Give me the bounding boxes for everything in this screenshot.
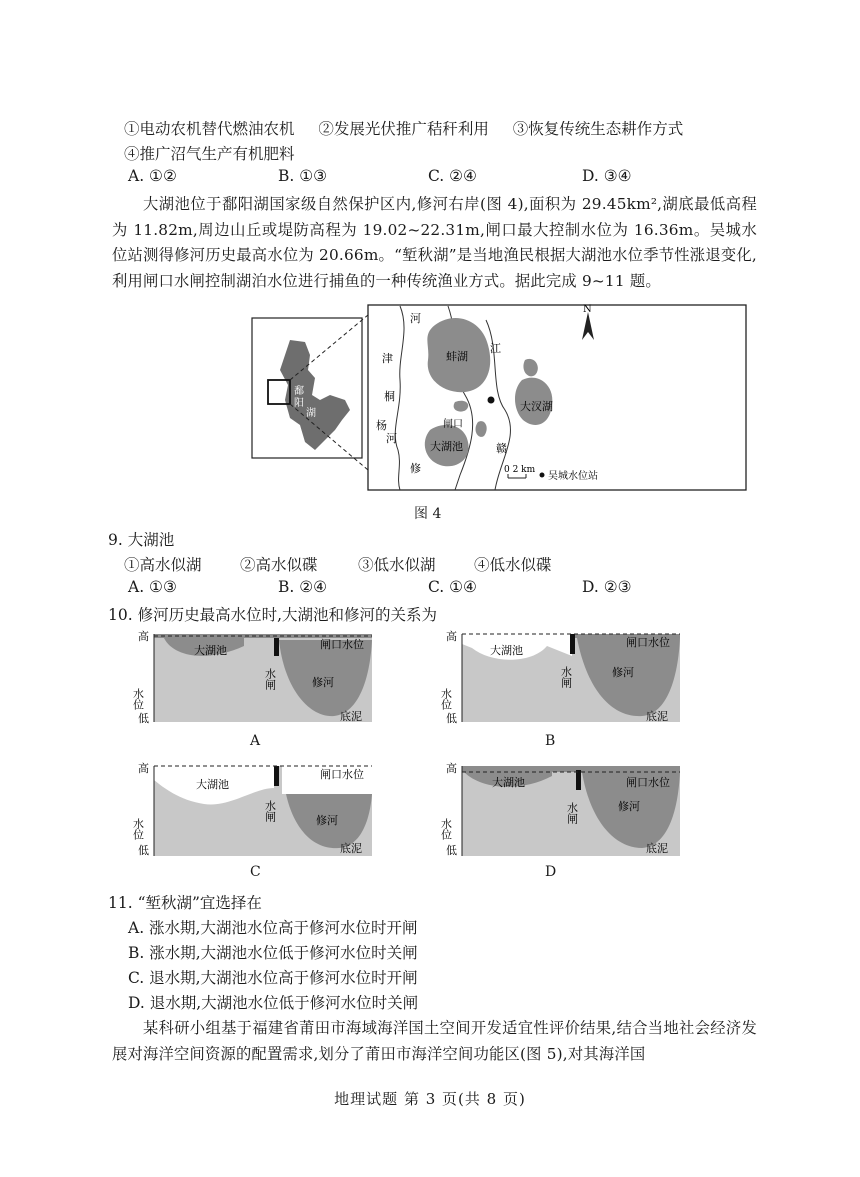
small-lake-2 <box>454 401 469 412</box>
svg-text:底泥: 底泥 <box>646 842 668 855</box>
label-dahuchi: 大湖池 <box>430 440 463 453</box>
figure-4-caption: 图 4 <box>414 506 442 522</box>
q9-item-1: ①高水似湖 <box>124 556 202 574</box>
q8-item-1: ①电动农机替代燃油农机 <box>124 120 295 138</box>
svg-text:低: 低 <box>446 712 457 725</box>
q8-items-line1 <box>124 117 683 139</box>
svg-text:高: 高 <box>446 762 457 775</box>
label-banghu: 蚌湖 <box>446 350 468 363</box>
q11-option-a[interactable]: A. 涨水期,大湖池水位高于修河水位时开闸 <box>128 919 418 937</box>
svg-text:低: 低 <box>138 844 149 857</box>
scale-label: 0 2 km <box>504 465 536 475</box>
north-label: N <box>583 304 592 315</box>
label-xiu: 修 <box>410 462 421 475</box>
label-he-2: 河 <box>386 432 397 445</box>
q8-option-c[interactable]: C. ②④ <box>428 167 477 185</box>
svg-text:大湖池: 大湖池 <box>492 776 525 789</box>
q11-option-b[interactable]: B. 涨水期,大湖池水位低于修河水位时关闸 <box>128 944 418 962</box>
svg-text:修河: 修河 <box>316 814 338 827</box>
svg-text:高: 高 <box>446 630 457 643</box>
q8-option-b[interactable]: B. ①③ <box>278 167 328 185</box>
label-yang: 阳 <box>294 398 304 409</box>
label-jin: 津 <box>382 352 393 365</box>
svg-text:水闸: 水闸 <box>559 666 573 688</box>
q9-item-3: ③低水似湖 <box>358 556 436 574</box>
q10-stem: 10. 修河历史最高水位时,大湖池和修河的关系为 <box>108 606 438 624</box>
q9-option-c[interactable]: C. ①④ <box>428 578 477 596</box>
panel-b-letter: B <box>545 733 556 749</box>
panel-d <box>439 758 682 858</box>
q9-option-b[interactable]: B. ②④ <box>278 578 328 596</box>
intro-paragraph: 大湖池位于鄱阳湖国家级自然保护区内,修河右岸(图 4),面积为 29.45km²,湖底最低高程为 11.82m,周边山丘或堤防高程为 19.02~22.31m,闸口最大控制水位为 16.36m。吴城水位站测得修河历史最高水位为 20.66m。“堑秋湖”是当地渔民根据大湖池水位季节性涨退变化,利用闸口水闸控制湖泊水位进行捕鱼的一种传统渔业方式。据此完成 9~11 题。 <box>112 195 757 290</box>
svg-text:大湖池: 大湖池 <box>196 778 229 791</box>
legend-station-dot <box>540 473 545 478</box>
q9-item-2: ②高水似碟 <box>240 556 318 574</box>
q8-item-3: ③恢复传统生态耕作方式 <box>512 120 684 138</box>
svg-text:闸口水位: 闸口水位 <box>320 768 364 781</box>
svg-text:大湖池: 大湖池 <box>490 644 523 657</box>
page-footer: 地理试题 第 3 页(共 8 页) <box>334 1090 526 1108</box>
label-jiang: 江 <box>490 342 501 355</box>
svg-text:水闸: 水闸 <box>263 668 277 690</box>
q9-item-4: ④低水似碟 <box>474 556 552 574</box>
q8-option-a[interactable]: A. ①② <box>128 167 177 185</box>
svg-text:大湖池: 大湖池 <box>194 644 227 657</box>
label-hu: 湖 <box>306 408 316 419</box>
panel-c-letter: C <box>250 864 261 880</box>
svg-text:闸口水位: 闸口水位 <box>626 636 670 649</box>
panel-b <box>439 628 682 725</box>
label-zhakou: 闸口 <box>443 419 463 430</box>
q9-option-a[interactable]: A. ①③ <box>128 578 177 596</box>
svg-text:闸口水位: 闸口水位 <box>320 638 364 651</box>
svg-text:低: 低 <box>138 712 149 725</box>
svg-text:底泥: 底泥 <box>646 710 668 723</box>
panel-a <box>131 628 374 725</box>
svg-text:低: 低 <box>446 844 457 857</box>
svg-text:高: 高 <box>138 630 149 643</box>
q8-item-4: ④推广沼气生产有机肥料 <box>124 145 295 163</box>
q11-option-c[interactable]: C. 退水期,大湖池水位高于修河水位时开闸 <box>128 969 418 987</box>
svg-text:闸口水位: 闸口水位 <box>626 776 670 789</box>
svg-text:水位: 水位 <box>439 818 453 840</box>
panel-d-letter: D <box>545 864 557 880</box>
next-paragraph: 某科研小组基于福建省莆田市海域海洋国土空间开发适宜性评价结果,结合当地社会经济发展对海洋空间资源的配置需求,划分了莆田市海洋空间功能区(图 5),对其海洋国 <box>112 1019 757 1063</box>
svg-text:水位: 水位 <box>439 688 453 710</box>
svg-text:水位: 水位 <box>131 688 145 710</box>
map-svg <box>250 300 750 495</box>
svg-text:水闸: 水闸 <box>263 800 277 822</box>
label-po: 鄱 <box>294 386 304 397</box>
svg-text:底泥: 底泥 <box>340 710 362 723</box>
q8-item-2: ②发展光伏推广秸秆利用 <box>318 120 489 138</box>
legend-station-label: 吴城水位站 <box>548 471 598 482</box>
q11-stem: 11. “堑秋湖”宜选择在 <box>108 894 262 912</box>
panel-c <box>131 758 374 858</box>
label-tong: 桐 <box>384 390 395 403</box>
svg-text:底泥: 底泥 <box>340 842 362 855</box>
panel-a-letter: A <box>250 733 261 749</box>
svg-text:高: 高 <box>138 762 149 775</box>
svg-text:修河: 修河 <box>612 666 634 679</box>
q8-option-d[interactable]: D. ③④ <box>582 167 632 185</box>
figure-4-map <box>250 300 750 495</box>
svg-text:修河: 修河 <box>618 800 640 813</box>
svg-text:水闸: 水闸 <box>565 802 579 824</box>
q9-option-d[interactable]: D. ②③ <box>582 578 632 596</box>
wucheng-station-dot <box>488 397 495 404</box>
label-dachahu: 大汊湖 <box>520 400 553 413</box>
q11-option-d[interactable]: D. 退水期,大湖池水位低于修河水位时关闸 <box>128 994 419 1012</box>
label-gan: 赣 <box>496 442 507 455</box>
label-yang-river: 杨 <box>376 419 387 432</box>
svg-text:水位: 水位 <box>131 818 145 840</box>
label-he: 河 <box>410 312 421 325</box>
svg-text:修河: 修河 <box>312 676 334 689</box>
q9-stem: 9. 大湖池 <box>108 531 175 549</box>
main-map-frame <box>368 305 746 490</box>
